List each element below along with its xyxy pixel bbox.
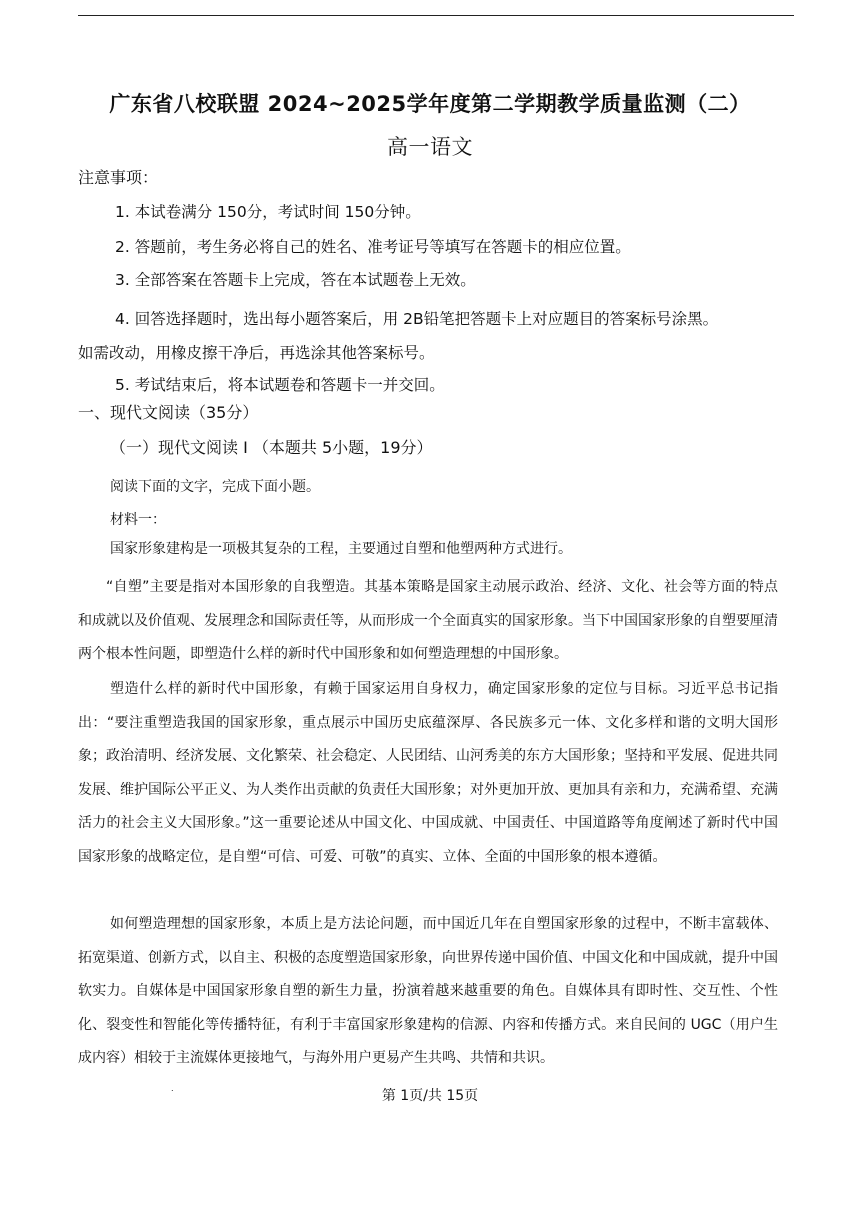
notice-item: 5. 考试结束后，将本试题卷和答题卡一并交回。 [115, 376, 445, 394]
reading-instruction: 阅读下面的文字，完成下面小题。 [110, 479, 320, 495]
exam-title: 广东省八校联盟 2024~2025学年度第二学期教学质量监测（二） [109, 92, 751, 116]
notice-item-continued: 如需改动，用橡皮擦干净后，再选涂其他答案标号。 [78, 344, 435, 362]
notice-item: 1. 本试卷满分 150分，考试时间 150分钟。 [115, 203, 421, 221]
section-heading: 一、现代文阅读（35分） [78, 403, 259, 422]
header-rule [78, 15, 794, 16]
stray-dot: . [171, 1084, 174, 1093]
paragraph: 塑造什么样的新时代中国形象，有赖于国家运用自身权力，确定国家形象的定位与目标。习近平总书记指出：“要注重塑造我国的国家形象，重点展示中国历史底蕴深厚、各民族多元一体、文化多样和谐的文明大国形象；政治清明、经济发展、文化繁荣、社会稳定、人民团结、山河秀美的东方大国形象；坚持和平发展、促进共同发展、维护国际公平正义、为人类作出贡献的负责任大国形象；对外更加开放、更加具有亲和力，充满希望、充满活力的社会主义大国形象。”这一重要论述从中国文化、中国成就、中国责任、中国道路等角度阐述了新时代中国国家形象的战略定位，是自塑“可信、可爱、可敬”的真实、立体、全面的中国形象的根本遵循。 [78, 681, 778, 865]
notice-heading: 注意事项： [78, 168, 159, 187]
paragraph: 如何塑造理想的国家形象，本质上是方法论问题，而中国近几年在自塑国家形象的过程中，不断丰富载体、拓宽渠道、创新方式，以自主、积极的态度塑造国家形象，向世界传递中国价值、中国文化和中国成就，提升中国软实力。自媒体是中国国家形象自塑的新生力量，扮演着越来越重要的角色。自媒体具有即时性、交互性、个性化、裂变性和智能化等传播特征，有利于丰富国家形象建构的信源、内容和传播方式。来自民间的 UGC（用户生成内容）相较于主流媒体更接地气，与海外用户更易产生共鸣、共情和共识。 [78, 916, 778, 1066]
notice-item: 2. 答题前，考生务必将自己的姓名、准考证号等填写在答题卡的相应位置。 [115, 238, 631, 256]
paragraph: “自塑”主要是指对本国形象的自我塑造。其基本策略是国家主动展示政治、经济、文化、社会等方面的特点和成就以及价值观、发展理念和国际责任等，从而形成一个全面真实的国家形象。当下中国国家形象的自塑要厘清两个根本性问题，即塑造什么样的新时代中国形象和如何塑造理想的中国形象。 [78, 579, 778, 662]
subsection-heading: （一）现代文阅读 I （本题共 5小题，19分） [110, 438, 433, 457]
exam-subject: 高一语文 [387, 135, 473, 159]
material-label: 材料一： [110, 512, 166, 528]
paragraph: 国家形象建构是一项极其复杂的工程，主要通过自塑和他塑两种方式进行。 [110, 541, 572, 557]
notice-item: 4. 回答选择题时，选出每小题答案后，用 2B铅笔把答题卡上对应题目的答案标号涂黑。 [115, 310, 719, 328]
notice-item: 3. 全部答案在答题卡上完成，答在本试题卷上无效。 [115, 271, 476, 289]
page-footer: 第 1页/共 15页 [381, 1088, 479, 1104]
